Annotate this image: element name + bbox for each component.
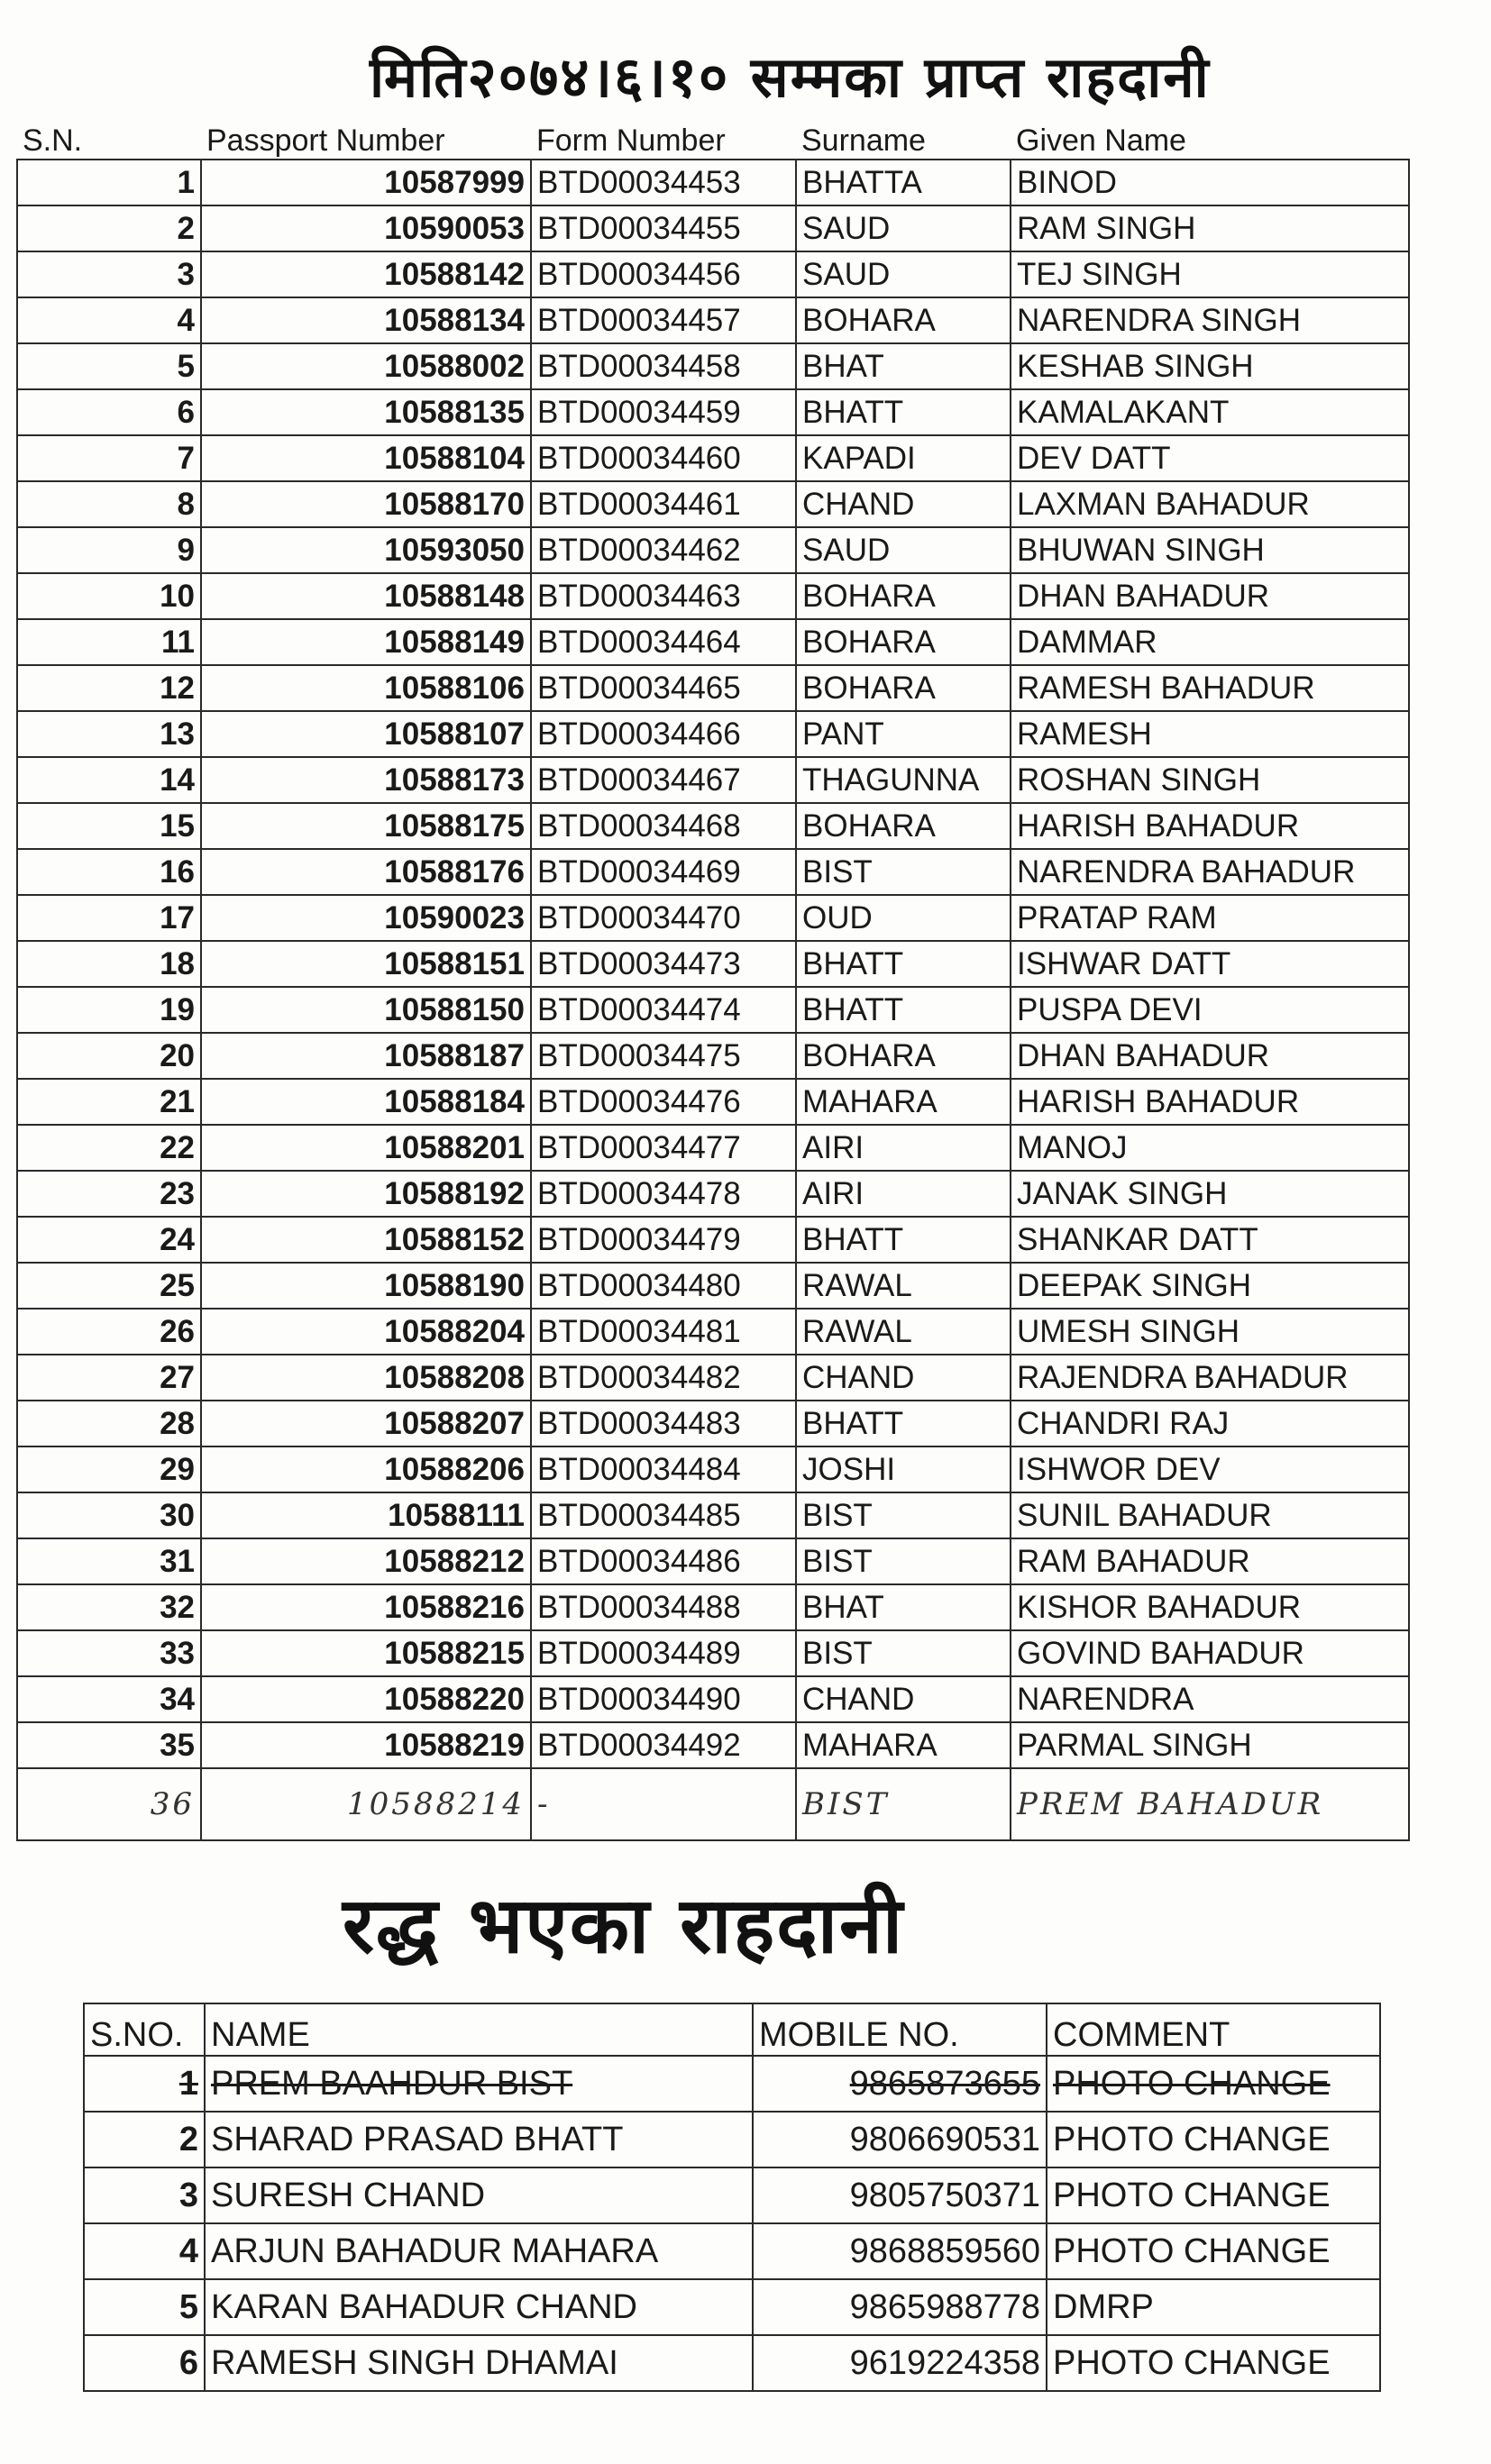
passport-number-cell: 10588107: [201, 711, 531, 757]
surname-cell: CHAND: [796, 1355, 1011, 1401]
given-name-cell: DEV DATT: [1011, 435, 1409, 481]
table-row: [84, 2112, 1380, 2167]
form-number-cell: BTD00034457: [531, 297, 796, 343]
mobile-number-cell: 9805750371: [753, 2167, 1047, 2223]
surname-cell: BOHARA: [796, 297, 1011, 343]
page-title: मिति२०७४।६।१० सम्मका प्राप्त राहदानी: [370, 44, 1211, 110]
serial-number-cell: 13: [17, 711, 201, 757]
surname-cell: BIST: [796, 1492, 1011, 1538]
serial-number-cell: 29: [17, 1446, 201, 1492]
surname-cell: BOHARA: [796, 803, 1011, 849]
form-number-cell: BTD00034461: [531, 481, 796, 527]
form-number-cell: BTD00034484: [531, 1446, 796, 1492]
surname-cell: BIST: [796, 1630, 1011, 1676]
table-row: [17, 160, 1409, 205]
serial-number-cell: 6: [84, 2335, 205, 2391]
comment-cell: PHOTO CHANGE: [1047, 2223, 1380, 2279]
form-number-cell: BTD00034458: [531, 343, 796, 389]
serial-number-cell: 2: [84, 2112, 205, 2167]
surname-cell: PANT: [796, 711, 1011, 757]
mobile-number-cell: 9619224358: [753, 2335, 1047, 2391]
given-name-cell: RAM SINGH: [1011, 205, 1409, 251]
serial-number-cell: 16: [17, 849, 201, 895]
form-number-cell: BTD00034466: [531, 711, 796, 757]
serial-number-cell: 20: [17, 1033, 201, 1079]
passport-number-cell: 10588111: [201, 1492, 531, 1538]
table-row: [17, 1492, 1409, 1538]
serial-number-cell: 3: [84, 2167, 205, 2223]
serial-number-cell: 27: [17, 1355, 201, 1401]
given-name-cell: HARISH BAHADUR: [1011, 803, 1409, 849]
table-row: [17, 849, 1409, 895]
serial-number-cell: 4: [17, 297, 201, 343]
passport-number-cell: 10588208: [201, 1355, 531, 1401]
given-name-cell: RAJENDRA BAHADUR: [1011, 1355, 1409, 1401]
cancelled-section-title: रद्ध भएका राहदानी: [343, 1881, 905, 1971]
table-row: [17, 803, 1409, 849]
column-header-given-name: Given Name: [1011, 119, 1409, 160]
serial-number-cell: 34: [17, 1676, 201, 1722]
passport-number-cell: 10588135: [201, 389, 531, 435]
name-cell: RAMESH SINGH DHAMAI: [205, 2335, 753, 2391]
given-name-cell: LAXMAN BAHADUR: [1011, 481, 1409, 527]
passport-number-cell: 10588106: [201, 665, 531, 711]
serial-number-cell: 2: [17, 205, 201, 251]
comment-cell: PHOTO CHANGE: [1047, 2167, 1380, 2223]
table-row: [17, 619, 1409, 665]
serial-number-cell: 35: [17, 1722, 201, 1768]
given-name-cell: BHUWAN SINGH: [1011, 527, 1409, 573]
form-number-cell: BTD00034467: [531, 757, 796, 803]
given-name-cell: SHANKAR DATT: [1011, 1217, 1409, 1263]
passport-number-cell: 10588204: [201, 1309, 531, 1355]
column-header-mobile: MOBILE NO.: [753, 2003, 1047, 2056]
passport-number-cell: 10588002: [201, 343, 531, 389]
given-name-cell: DAMMAR: [1011, 619, 1409, 665]
table-row: [17, 573, 1409, 619]
table-row: [17, 205, 1409, 251]
passport-number-cell: 10593050: [201, 527, 531, 573]
given-name-cell: SUNIL BAHADUR: [1011, 1492, 1409, 1538]
surname-cell: BHATT: [796, 389, 1011, 435]
passport-number-cell: 10588190: [201, 1263, 531, 1309]
surname-cell: BIST: [796, 1538, 1011, 1584]
passport-number-cell: 10588207: [201, 1401, 531, 1446]
table-row: [17, 251, 1409, 297]
serial-number-cell: 6: [17, 389, 201, 435]
passport-number-cell: 10588212: [201, 1538, 531, 1584]
passport-number-cell: 10588220: [201, 1676, 531, 1722]
table-row: [17, 987, 1409, 1033]
surname-cell: SAUD: [796, 251, 1011, 297]
form-number-cell: BTD00034469: [531, 849, 796, 895]
passport-table-header: [17, 119, 1409, 160]
form-number-cell: BTD00034478: [531, 1171, 796, 1217]
table-row: [17, 1263, 1409, 1309]
passport-number-cell: 10587999: [201, 160, 531, 205]
passport-number-cell: 10588215: [201, 1630, 531, 1676]
passport-number-cell: 10588170: [201, 481, 531, 527]
serial-number-cell: 14: [17, 757, 201, 803]
passport-number-cell: 10588173: [201, 757, 531, 803]
given-name-cell: BINOD: [1011, 160, 1409, 205]
serial-number-cell: 15: [17, 803, 201, 849]
table-row: [17, 435, 1409, 481]
serial-number-cell: 18: [17, 941, 201, 987]
surname-cell: BOHARA: [796, 665, 1011, 711]
surname-cell: BHAT: [796, 343, 1011, 389]
surname-cell: CHAND: [796, 1676, 1011, 1722]
serial-number-cell: 5: [84, 2279, 205, 2335]
form-number-cell: BTD00034488: [531, 1584, 796, 1630]
serial-number-cell: 1: [17, 160, 201, 205]
given-name-cell: GOVIND BAHADUR: [1011, 1630, 1409, 1676]
serial-number-cell: 26: [17, 1309, 201, 1355]
column-header-sn: S.N.: [17, 119, 201, 160]
surname-cell: BOHARA: [796, 1033, 1011, 1079]
table-row: [17, 343, 1409, 389]
form-number-cell: BTD00034492: [531, 1722, 796, 1768]
surname-cell: SAUD: [796, 527, 1011, 573]
passport-number-cell: 10588151: [201, 941, 531, 987]
table-row: [17, 1309, 1409, 1355]
serial-number-cell: 4: [84, 2223, 205, 2279]
surname-cell: BIST: [796, 1768, 1011, 1840]
column-header-surname: Surname: [796, 119, 1011, 160]
surname-cell: SAUD: [796, 205, 1011, 251]
table-row: [17, 1722, 1409, 1768]
given-name-cell: PUSPA DEVI: [1011, 987, 1409, 1033]
column-header-form-number: Form Number: [531, 119, 796, 160]
table-row: [17, 527, 1409, 573]
surname-cell: BHATT: [796, 1217, 1011, 1263]
serial-number-cell: 5: [17, 343, 201, 389]
passport-number-cell: 10588206: [201, 1446, 531, 1492]
table-row: [17, 1401, 1409, 1446]
comment-cell: PHOTO CHANGE: [1047, 2335, 1380, 2391]
table-row: [17, 1538, 1409, 1584]
surname-cell: BIST: [796, 849, 1011, 895]
serial-number-cell: 9: [17, 527, 201, 573]
serial-number-cell: 28: [17, 1401, 201, 1446]
form-number-cell: BTD00034482: [531, 1355, 796, 1401]
surname-cell: MAHARA: [796, 1722, 1011, 1768]
given-name-cell: ROSHAN SINGH: [1011, 757, 1409, 803]
form-number-cell: BTD00034470: [531, 895, 796, 941]
table-row: [17, 1217, 1409, 1263]
mobile-number-cell: 9865873655: [753, 2056, 1047, 2112]
serial-number-cell: 12: [17, 665, 201, 711]
form-number-cell: -: [531, 1768, 796, 1840]
given-name-cell: ISHWOR DEV: [1011, 1446, 1409, 1492]
surname-cell: THAGUNNA: [796, 757, 1011, 803]
given-name-cell: DHAN BAHADUR: [1011, 573, 1409, 619]
table-row: [17, 941, 1409, 987]
table-row: [17, 895, 1409, 941]
serial-number-cell: 23: [17, 1171, 201, 1217]
comment-cell: PHOTO CHANGE: [1047, 2056, 1380, 2112]
given-name-cell: CHANDRI RAJ: [1011, 1401, 1409, 1446]
form-number-cell: BTD00034489: [531, 1630, 796, 1676]
column-header-sno: S.NO.: [84, 2003, 205, 2056]
table-row: [17, 1355, 1409, 1401]
table-row: [17, 757, 1409, 803]
passport-number-cell: 10588192: [201, 1171, 531, 1217]
surname-cell: BOHARA: [796, 619, 1011, 665]
given-name-cell: UMESH SINGH: [1011, 1309, 1409, 1355]
surname-cell: BHATTA: [796, 160, 1011, 205]
passport-number-cell: 10588152: [201, 1217, 531, 1263]
given-name-cell: PRATAP RAM: [1011, 895, 1409, 941]
form-number-cell: BTD00034462: [531, 527, 796, 573]
table-row: [17, 389, 1409, 435]
form-number-cell: BTD00034485: [531, 1492, 796, 1538]
serial-number-cell: 11: [17, 619, 201, 665]
table-row: [84, 2335, 1380, 2391]
form-number-cell: BTD00034483: [531, 1401, 796, 1446]
table-row: [84, 2167, 1380, 2223]
given-name-cell: TEJ SINGH: [1011, 251, 1409, 297]
passport-number-cell: 10588150: [201, 987, 531, 1033]
given-name-cell: ISHWAR DATT: [1011, 941, 1409, 987]
serial-number-cell: 1: [84, 2056, 205, 2112]
given-name-cell: NARENDRA: [1011, 1676, 1409, 1722]
table-row: [17, 1630, 1409, 1676]
table-row: [17, 1125, 1409, 1171]
surname-cell: AIRI: [796, 1125, 1011, 1171]
table-row: [17, 1446, 1409, 1492]
serial-number-cell: 22: [17, 1125, 201, 1171]
given-name-cell: NARENDRA SINGH: [1011, 297, 1409, 343]
surname-cell: CHAND: [796, 481, 1011, 527]
form-number-cell: BTD00034476: [531, 1079, 796, 1125]
passport-number-cell: 10588201: [201, 1125, 531, 1171]
table-row: [17, 297, 1409, 343]
form-number-cell: BTD00034468: [531, 803, 796, 849]
form-number-cell: BTD00034460: [531, 435, 796, 481]
passport-number-cell: 10588104: [201, 435, 531, 481]
passport-number-cell: 10588175: [201, 803, 531, 849]
surname-cell: RAWAL: [796, 1309, 1011, 1355]
serial-number-cell: 19: [17, 987, 201, 1033]
serial-number-cell: 24: [17, 1217, 201, 1263]
given-name-cell: PARMAL SINGH: [1011, 1722, 1409, 1768]
given-name-cell: MANOJ: [1011, 1125, 1409, 1171]
table-row: [17, 1584, 1409, 1630]
form-number-cell: BTD00034465: [531, 665, 796, 711]
form-number-cell: BTD00034475: [531, 1033, 796, 1079]
form-number-cell: BTD00034480: [531, 1263, 796, 1309]
cancelled-table-header: [84, 2003, 1380, 2056]
serial-number-cell: 10: [17, 573, 201, 619]
serial-number-cell: 36: [17, 1768, 201, 1840]
name-cell: PREM BAAHDUR BIST: [205, 2056, 753, 2112]
given-name-cell: RAMESH BAHADUR: [1011, 665, 1409, 711]
handwritten-row: [17, 1768, 1409, 1840]
given-name-cell: PREM BAHADUR: [1011, 1768, 1409, 1840]
table-row: [17, 711, 1409, 757]
serial-number-cell: 33: [17, 1630, 201, 1676]
form-number-cell: BTD00034477: [531, 1125, 796, 1171]
passport-table: [16, 119, 1410, 1841]
passport-number-cell: 10588142: [201, 251, 531, 297]
passport-number-cell: 10588134: [201, 297, 531, 343]
column-header-passport-number: Passport Number: [201, 119, 531, 160]
passport-number-cell: 10588214: [201, 1768, 531, 1840]
given-name-cell: JANAK SINGH: [1011, 1171, 1409, 1217]
surname-cell: KAPADI: [796, 435, 1011, 481]
form-number-cell: BTD00034473: [531, 941, 796, 987]
form-number-cell: BTD00034455: [531, 205, 796, 251]
given-name-cell: KISHOR BAHADUR: [1011, 1584, 1409, 1630]
form-number-cell: BTD00034456: [531, 251, 796, 297]
serial-number-cell: 25: [17, 1263, 201, 1309]
given-name-cell: KESHAB SINGH: [1011, 343, 1409, 389]
form-number-cell: BTD00034463: [531, 573, 796, 619]
serial-number-cell: 17: [17, 895, 201, 941]
form-number-cell: BTD00034453: [531, 160, 796, 205]
given-name-cell: RAMESH: [1011, 711, 1409, 757]
surname-cell: JOSHI: [796, 1446, 1011, 1492]
form-number-cell: BTD00034474: [531, 987, 796, 1033]
surname-cell: BHATT: [796, 987, 1011, 1033]
serial-number-cell: 3: [17, 251, 201, 297]
mobile-number-cell: 9868859560: [753, 2223, 1047, 2279]
surname-cell: AIRI: [796, 1171, 1011, 1217]
passport-number-cell: 10588176: [201, 849, 531, 895]
form-number-cell: BTD00034481: [531, 1309, 796, 1355]
name-cell: KARAN BAHADUR CHAND: [205, 2279, 753, 2335]
form-number-cell: BTD00034464: [531, 619, 796, 665]
name-cell: SURESH CHAND: [205, 2167, 753, 2223]
given-name-cell: RAM BAHADUR: [1011, 1538, 1409, 1584]
passport-number-cell: 10590023: [201, 895, 531, 941]
form-number-cell: BTD00034490: [531, 1676, 796, 1722]
given-name-cell: NARENDRA BAHADUR: [1011, 849, 1409, 895]
passport-number-cell: 10590053: [201, 205, 531, 251]
serial-number-cell: 7: [17, 435, 201, 481]
table-row: [84, 2279, 1380, 2335]
serial-number-cell: 8: [17, 481, 201, 527]
passport-number-cell: 10588187: [201, 1033, 531, 1079]
passport-number-cell: 10588148: [201, 573, 531, 619]
surname-cell: MAHARA: [796, 1079, 1011, 1125]
surname-cell: BOHARA: [796, 573, 1011, 619]
surname-cell: BHATT: [796, 1401, 1011, 1446]
table-row: [84, 2223, 1380, 2279]
cancelled-passport-table: [83, 2003, 1381, 2392]
form-number-cell: BTD00034486: [531, 1538, 796, 1584]
mobile-number-cell: 9806690531: [753, 2112, 1047, 2167]
passport-number-cell: 10588184: [201, 1079, 531, 1125]
serial-number-cell: 31: [17, 1538, 201, 1584]
mobile-number-cell: 9865988778: [753, 2279, 1047, 2335]
table-row: [17, 1033, 1409, 1079]
passport-number-cell: 10588216: [201, 1584, 531, 1630]
table-row: [17, 481, 1409, 527]
surname-cell: OUD: [796, 895, 1011, 941]
given-name-cell: KAMALAKANT: [1011, 389, 1409, 435]
struck-table-row: [84, 2056, 1380, 2112]
form-number-cell: BTD00034459: [531, 389, 796, 435]
passport-number-cell: 10588219: [201, 1722, 531, 1768]
column-header-name: NAME: [205, 2003, 753, 2056]
comment-cell: DMRP: [1047, 2279, 1380, 2335]
surname-cell: BHAT: [796, 1584, 1011, 1630]
table-row: [17, 665, 1409, 711]
form-number-cell: BTD00034479: [531, 1217, 796, 1263]
serial-number-cell: 30: [17, 1492, 201, 1538]
passport-number-cell: 10588149: [201, 619, 531, 665]
given-name-cell: DHAN BAHADUR: [1011, 1033, 1409, 1079]
column-header-comment: COMMENT: [1047, 2003, 1380, 2056]
serial-number-cell: 32: [17, 1584, 201, 1630]
surname-cell: RAWAL: [796, 1263, 1011, 1309]
surname-cell: BHATT: [796, 941, 1011, 987]
table-row: [17, 1676, 1409, 1722]
comment-cell: PHOTO CHANGE: [1047, 2112, 1380, 2167]
name-cell: SHARAD PRASAD BHATT: [205, 2112, 753, 2167]
serial-number-cell: 21: [17, 1079, 201, 1125]
table-row: [17, 1171, 1409, 1217]
table-row: [17, 1079, 1409, 1125]
given-name-cell: DEEPAK SINGH: [1011, 1263, 1409, 1309]
name-cell: ARJUN BAHADUR MAHARA: [205, 2223, 753, 2279]
given-name-cell: HARISH BAHADUR: [1011, 1079, 1409, 1125]
